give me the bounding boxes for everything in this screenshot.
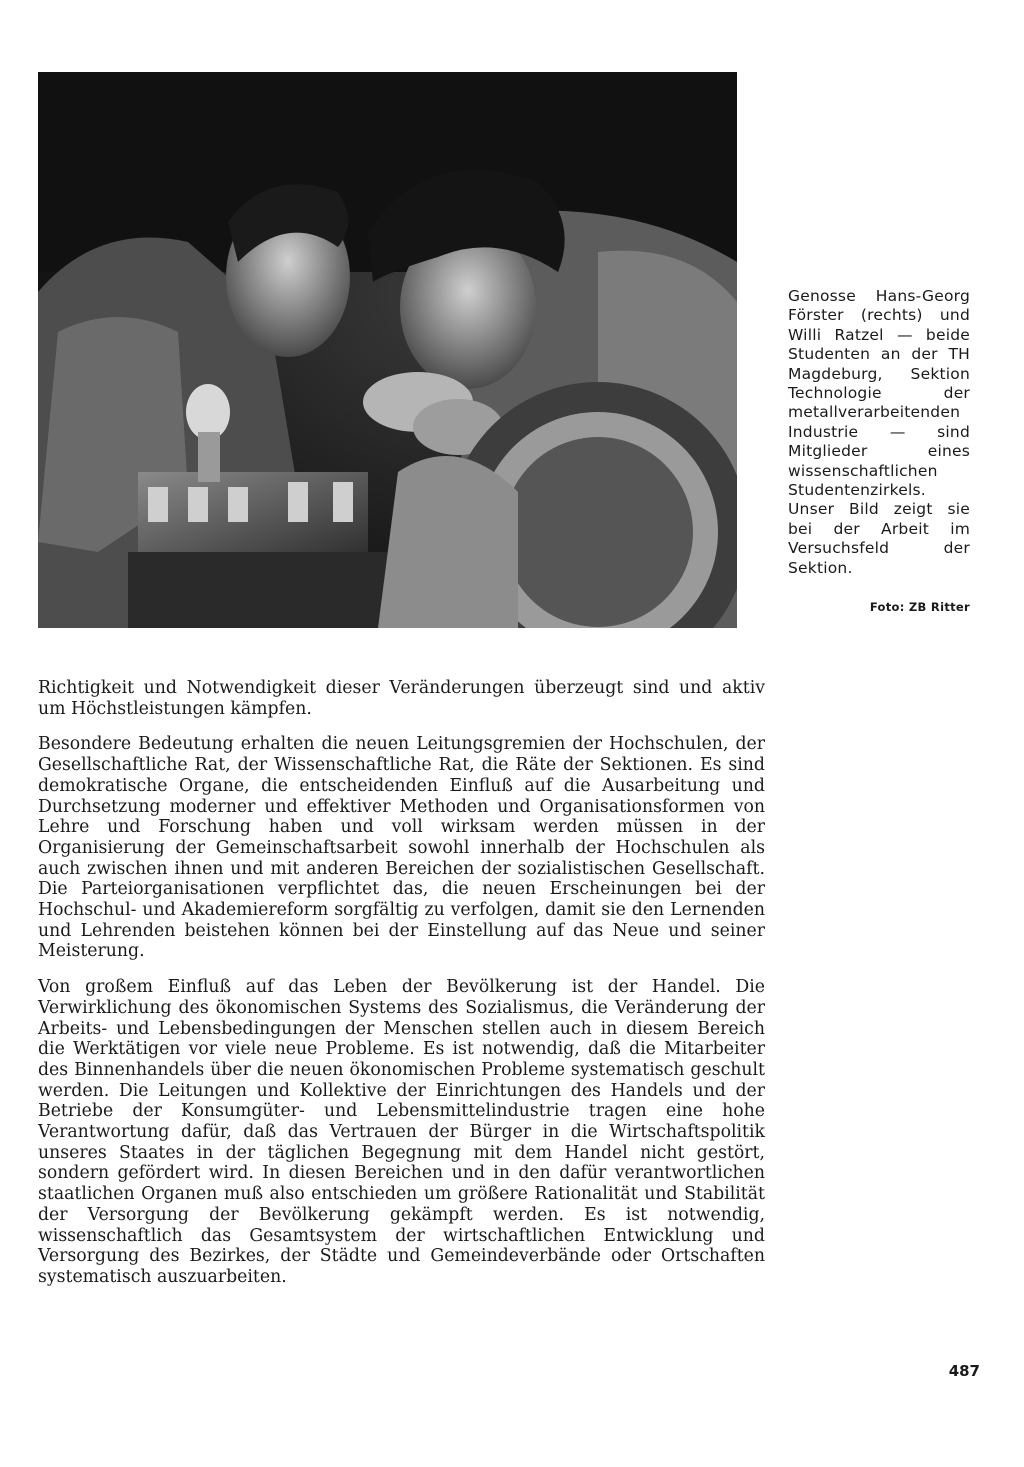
article-body	[38, 678, 765, 1303]
photograph	[38, 72, 737, 628]
photo-illustration	[38, 72, 737, 628]
photo-caption: Genosse Hans-Georg Förster (rechts) und Willi Ratzel — beide Studenten an der TH Magdeburg, Sektion Technologie der metallverarbeitenden Industrie — sind Mitglieder eines wissenschaftlichen Studentenzirkels. Unser Bild zeigt sie bei der Arbeit im Versuchsfeld der Sektion.	[788, 287, 970, 577]
paragraph: Besondere Bedeutung erhalten die neuen Leitungsgremien der Hochschulen, der Gesellschaftliche Rat, der Wissenschaftliche Rat, die Räte der Sektionen. Es sind demokratische Organe, die entscheidenden Einfluß auf die Ausarbeitung und Durchsetzung moderner und effektiver Methoden und Organisationsformen von Lehre und Forschung haben und voll wirksam werden müssen in der Organisierung der Gemeinschaftsarbeit sowohl innerhalb der Hochschulen als auch zwischen ihnen und mit anderen Bereichen der sozialistischen Gesellschaft. Die Parteiorganisationen verpflichtet das, die neuen Erscheinungen bei der Hochschul- und Akademiereform sorgfältig zu verfolgen, damit sie den Lernenden und Lehrenden beistehen können bei der Einstellung auf das Neue und seiner Meisterung.	[38, 734, 765, 962]
page-number: 487	[948, 1362, 980, 1380]
paragraph: Richtigkeit und Notwendigkeit dieser Veränderungen überzeugt sind und aktiv um Höchstleistungen kämpfen.	[38, 678, 765, 719]
paragraph: Von großem Einfluß auf das Leben der Bevölkerung ist der Handel. Die Verwirklichung des ökonomischen Systems des Sozialismus, die Veränderung der Arbeits- und Lebensbedingungen der Menschen stellen auch in diesem Bereich die Werktätigen vor viele neue Probleme. Es ist notwendig, daß die Mitarbeiter des Binnenhandels über die neuen ökonomischen Probleme systematisch geschult werden. Die Leitungen und Kollektive der Einrichtungen des Handels und der Betriebe der Konsumgüter- und Lebensmittelindustrie tragen eine hohe Verantwortung dafür, daß das Vertrauen der Bürger in die Wirtschaftspolitik unseres Staates in der täglichen Begegnung mit dem Handel nicht gestört, sondern gefördert wird. In diesen Bereichen und in den dafür verantwortlichen staatlichen Organen muß also entschieden um größere Rationalität und Stabilität der Versorgung der Bevölkerung gekämpft werden. Es ist notwendig, wissenschaftlich das Gesamtsystem der wirtschaftlichen Entwicklung und Versorgung des Bezirkes, der Städte und Gemeindeverbände oder Ortschaften systematisch auszuarbeiten.	[38, 977, 765, 1287]
photo-credit: Foto: ZB Ritter	[869, 600, 970, 614]
